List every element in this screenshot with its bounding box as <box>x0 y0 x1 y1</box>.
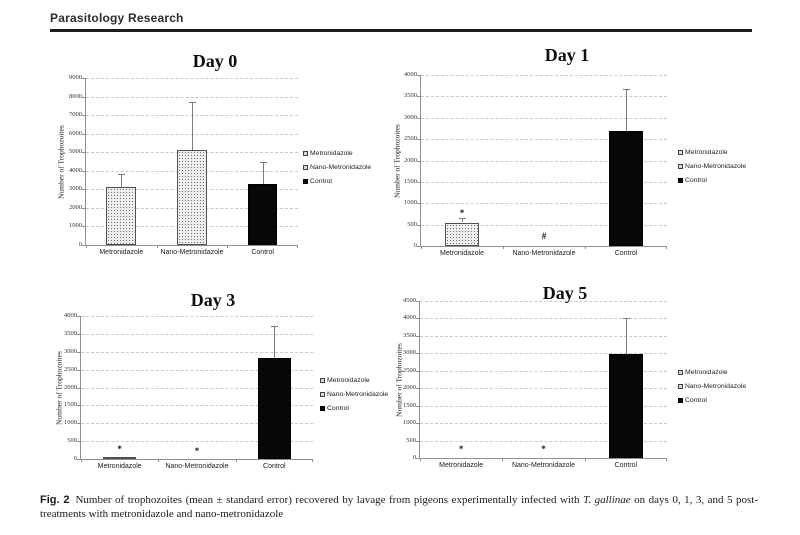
legend-item <box>678 163 746 170</box>
y-tick-label: 3500 <box>64 329 77 337</box>
chart-day-5 <box>392 283 760 495</box>
legend-marker-solid <box>678 178 683 183</box>
y-tick-label: 500 <box>407 220 417 228</box>
x-category-label: Nano-Metronidazole <box>512 250 576 257</box>
y-tick-mark <box>416 423 420 424</box>
y-tick-mark <box>77 388 81 389</box>
legend-item <box>678 397 746 404</box>
legend-item <box>320 377 388 384</box>
x-tick-mark <box>421 246 422 249</box>
legend-marker-solid <box>320 406 325 411</box>
y-axis-title: Number of Trophozoites <box>392 124 402 198</box>
legend-marker-dots <box>303 151 308 156</box>
x-category-label: Control <box>614 462 638 469</box>
y-tick-mark <box>416 353 420 354</box>
gridline <box>86 97 298 98</box>
y-tick-mark <box>77 352 81 353</box>
y-tick-mark <box>82 134 86 135</box>
figure-label: Fig. 2 <box>40 494 70 506</box>
legend-item <box>678 383 746 390</box>
x-tick-mark <box>420 458 421 461</box>
bar-metronidazole <box>445 223 479 247</box>
y-tick-label: 0 <box>412 454 416 461</box>
y-tick-mark <box>77 316 81 317</box>
significance-marker: # <box>541 231 547 242</box>
x-category-label: Metronidazole <box>99 249 144 256</box>
x-tick-mark <box>227 245 228 248</box>
x-tick-mark <box>297 245 298 248</box>
y-tick-label: 1000 <box>69 222 82 230</box>
legend-marker-solid <box>678 398 683 403</box>
legend-label: Control <box>310 178 332 185</box>
significance-marker: * <box>458 444 464 455</box>
y-tick-mark <box>417 75 421 76</box>
chart-title: Day 0 <box>192 51 238 71</box>
bar-nano-metronidazole <box>177 150 207 245</box>
legend-marker-dots <box>320 392 325 397</box>
bar-metronidazole <box>103 457 135 459</box>
caption-text-2: on days 0, 1, 3, and 5 post-treatments with metronidazole and nano-metronidazole <box>40 494 758 520</box>
gridline <box>421 118 667 119</box>
species-name: T. gallinae <box>583 494 631 506</box>
y-tick-mark <box>77 370 81 371</box>
y-tick-mark <box>82 115 86 116</box>
x-tick-mark <box>503 246 504 249</box>
chart-day-3 <box>30 288 390 493</box>
y-tick-label: 2500 <box>64 365 77 373</box>
plot-area <box>69 74 298 256</box>
significance-marker: * <box>194 445 200 456</box>
x-tick-mark <box>81 459 82 462</box>
chart-title: Day 5 <box>542 283 588 303</box>
y-tick-label: 2000 <box>69 203 82 211</box>
y-tick-label: 7000 <box>69 111 82 119</box>
y-tick-label: 500 <box>406 436 416 444</box>
legend <box>303 150 371 185</box>
legend-label: Metronidazole <box>685 369 728 376</box>
x-tick-mark <box>502 458 503 461</box>
journal-title: Parasitology Research <box>50 11 184 25</box>
y-tick-label: 1500 <box>403 401 416 409</box>
bar-control <box>248 184 278 245</box>
legend <box>320 377 388 412</box>
legend-item <box>678 177 746 184</box>
plot-area <box>64 312 313 470</box>
error-bar <box>626 89 627 130</box>
legend-label: Nano-Metronidazole <box>685 163 747 170</box>
header-rule <box>50 29 752 32</box>
x-category-label: Metronidazole <box>440 250 484 257</box>
y-tick-label: 3500 <box>404 92 417 100</box>
bar-control <box>258 358 290 459</box>
plot-area <box>404 71 667 257</box>
y-tick-label: 3000 <box>404 113 417 121</box>
y-tick-label: 0 <box>73 455 77 462</box>
legend-label: Control <box>327 405 349 412</box>
chart-day-0 <box>50 45 390 285</box>
x-category-label: Nano-Metronidazole <box>511 462 576 469</box>
chart-title: Day 3 <box>190 290 236 310</box>
significance-marker: * <box>541 444 546 455</box>
significance-marker: * <box>459 207 465 218</box>
y-tick-mark <box>416 301 420 302</box>
legend-marker-dots <box>678 164 683 169</box>
gridline <box>81 334 313 335</box>
y-tick-label: 1000 <box>403 419 416 427</box>
error-bar <box>626 318 627 354</box>
y-tick-mark <box>82 208 86 209</box>
y-tick-mark <box>82 189 86 190</box>
legend-label: Metronidazole <box>310 150 353 157</box>
y-axis-title: Number of Trophozoites <box>394 343 404 417</box>
y-tick-mark <box>77 334 81 335</box>
x-category-label: Control <box>614 250 638 257</box>
y-tick-mark <box>77 405 81 406</box>
y-tick-label: 5000 <box>69 148 82 156</box>
y-tick-label: 8000 <box>69 92 82 100</box>
x-tick-mark <box>585 458 586 461</box>
x-tick-mark <box>157 245 158 248</box>
error-bar <box>263 162 264 184</box>
y-tick-label: 4000 <box>64 312 77 319</box>
error-bar <box>462 218 463 223</box>
bar-metronidazole <box>106 187 136 245</box>
y-axis-title: Number of Trophozoites <box>56 125 66 199</box>
gridline <box>86 78 298 79</box>
legend-item <box>303 164 371 171</box>
gridline <box>81 316 313 317</box>
legend-item <box>678 149 746 156</box>
x-tick-mark <box>236 459 237 462</box>
y-tick-label: 1500 <box>64 401 77 409</box>
legend-marker-solid <box>303 179 308 184</box>
y-tick-label: 500 <box>67 437 77 445</box>
gridline <box>420 318 667 319</box>
gridline <box>421 75 667 76</box>
legend-label: Nano-Metronidazole <box>327 391 389 398</box>
x-tick-mark <box>86 245 87 248</box>
gridline <box>81 352 313 353</box>
y-tick-label: 3000 <box>64 347 77 355</box>
legend-marker-dots <box>303 165 308 170</box>
y-tick-mark <box>417 118 421 119</box>
y-tick-mark <box>416 336 420 337</box>
x-category-label: Nano-Metronidazole <box>160 249 224 256</box>
y-tick-label: 4000 <box>403 314 416 322</box>
legend-label: Metronidazole <box>685 149 728 156</box>
y-tick-label: 4000 <box>69 166 82 174</box>
gridline <box>420 336 667 337</box>
legend-marker-dots <box>320 378 325 383</box>
y-tick-label: 3000 <box>69 185 82 193</box>
y-tick-label: 0 <box>78 241 82 248</box>
plot-area <box>403 297 667 469</box>
x-category-label: Control <box>263 463 286 470</box>
y-tick-mark <box>82 78 86 79</box>
y-tick-label: 1000 <box>64 419 77 427</box>
y-tick-label: 1500 <box>404 177 417 185</box>
x-tick-mark <box>312 459 313 462</box>
legend <box>678 369 746 404</box>
y-tick-mark <box>416 441 420 442</box>
y-tick-label: 2000 <box>403 384 416 392</box>
legend-label: Control <box>685 397 707 404</box>
gridline <box>421 96 667 97</box>
y-tick-mark <box>82 171 86 172</box>
y-tick-mark <box>417 161 421 162</box>
x-category-label: Metronidazole <box>97 463 142 470</box>
y-tick-mark <box>77 423 81 424</box>
x-tick-mark <box>585 246 586 249</box>
x-category-label: Control <box>251 249 274 256</box>
x-tick-mark <box>666 246 667 249</box>
y-tick-label: 9000 <box>69 74 82 81</box>
x-tick-mark <box>666 458 667 461</box>
gridline <box>420 301 667 302</box>
y-tick-mark <box>77 441 81 442</box>
y-tick-mark <box>416 406 420 407</box>
legend-item <box>303 178 371 185</box>
caption-text-1: Number of trophozoites (mean ± standard error) recovered by lavage from pigeons experimentally infected with <box>75 494 584 506</box>
legend-item <box>320 405 388 412</box>
y-tick-mark <box>82 226 86 227</box>
y-tick-label: 4000 <box>404 71 417 78</box>
y-tick-label: 2000 <box>404 156 417 164</box>
y-tick-label: 0 <box>413 242 417 249</box>
y-tick-mark <box>416 388 420 389</box>
bar-control <box>609 354 644 458</box>
y-tick-mark <box>417 139 421 140</box>
significance-marker: * <box>117 443 122 454</box>
bar-control <box>609 131 643 246</box>
legend-label: Control <box>685 177 707 184</box>
y-tick-label: 6000 <box>69 129 82 137</box>
y-tick-label: 2000 <box>64 383 77 391</box>
legend-item <box>678 369 746 376</box>
legend-item <box>303 150 371 157</box>
y-tick-mark <box>416 318 420 319</box>
y-axis-title: Number of Trophozoites <box>54 351 64 425</box>
legend-marker-dots <box>678 384 683 389</box>
error-bar <box>192 102 193 150</box>
legend-marker-dots <box>678 370 683 375</box>
legend-item <box>320 391 388 398</box>
y-tick-mark <box>417 203 421 204</box>
x-tick-mark <box>158 459 159 462</box>
figure-caption <box>40 494 758 521</box>
x-category-label: Nano-Metronidazole <box>165 463 229 470</box>
y-tick-mark <box>417 182 421 183</box>
legend-label: Nano-Metronidazole <box>685 383 747 390</box>
chart-day-1 <box>392 42 760 287</box>
legend <box>678 149 746 184</box>
y-tick-label: 1000 <box>404 199 417 207</box>
legend-label: Metronidazole <box>327 377 370 384</box>
legend-marker-dots <box>678 150 683 155</box>
chart-title: Day 1 <box>544 45 590 65</box>
error-bar <box>121 174 122 187</box>
y-tick-label: 2500 <box>404 135 417 143</box>
y-tick-mark <box>82 152 86 153</box>
error-bar <box>274 326 275 358</box>
x-category-label: Metronidazole <box>439 462 484 469</box>
y-tick-mark <box>417 225 421 226</box>
y-tick-mark <box>416 371 420 372</box>
y-tick-mark <box>417 96 421 97</box>
y-tick-label: 2500 <box>403 366 416 374</box>
y-tick-label: 4500 <box>403 297 416 304</box>
y-tick-label: 3000 <box>403 349 416 357</box>
y-tick-label: 3500 <box>403 331 416 339</box>
legend-label: Nano-Metronidazole <box>310 164 372 171</box>
y-tick-mark <box>82 97 86 98</box>
